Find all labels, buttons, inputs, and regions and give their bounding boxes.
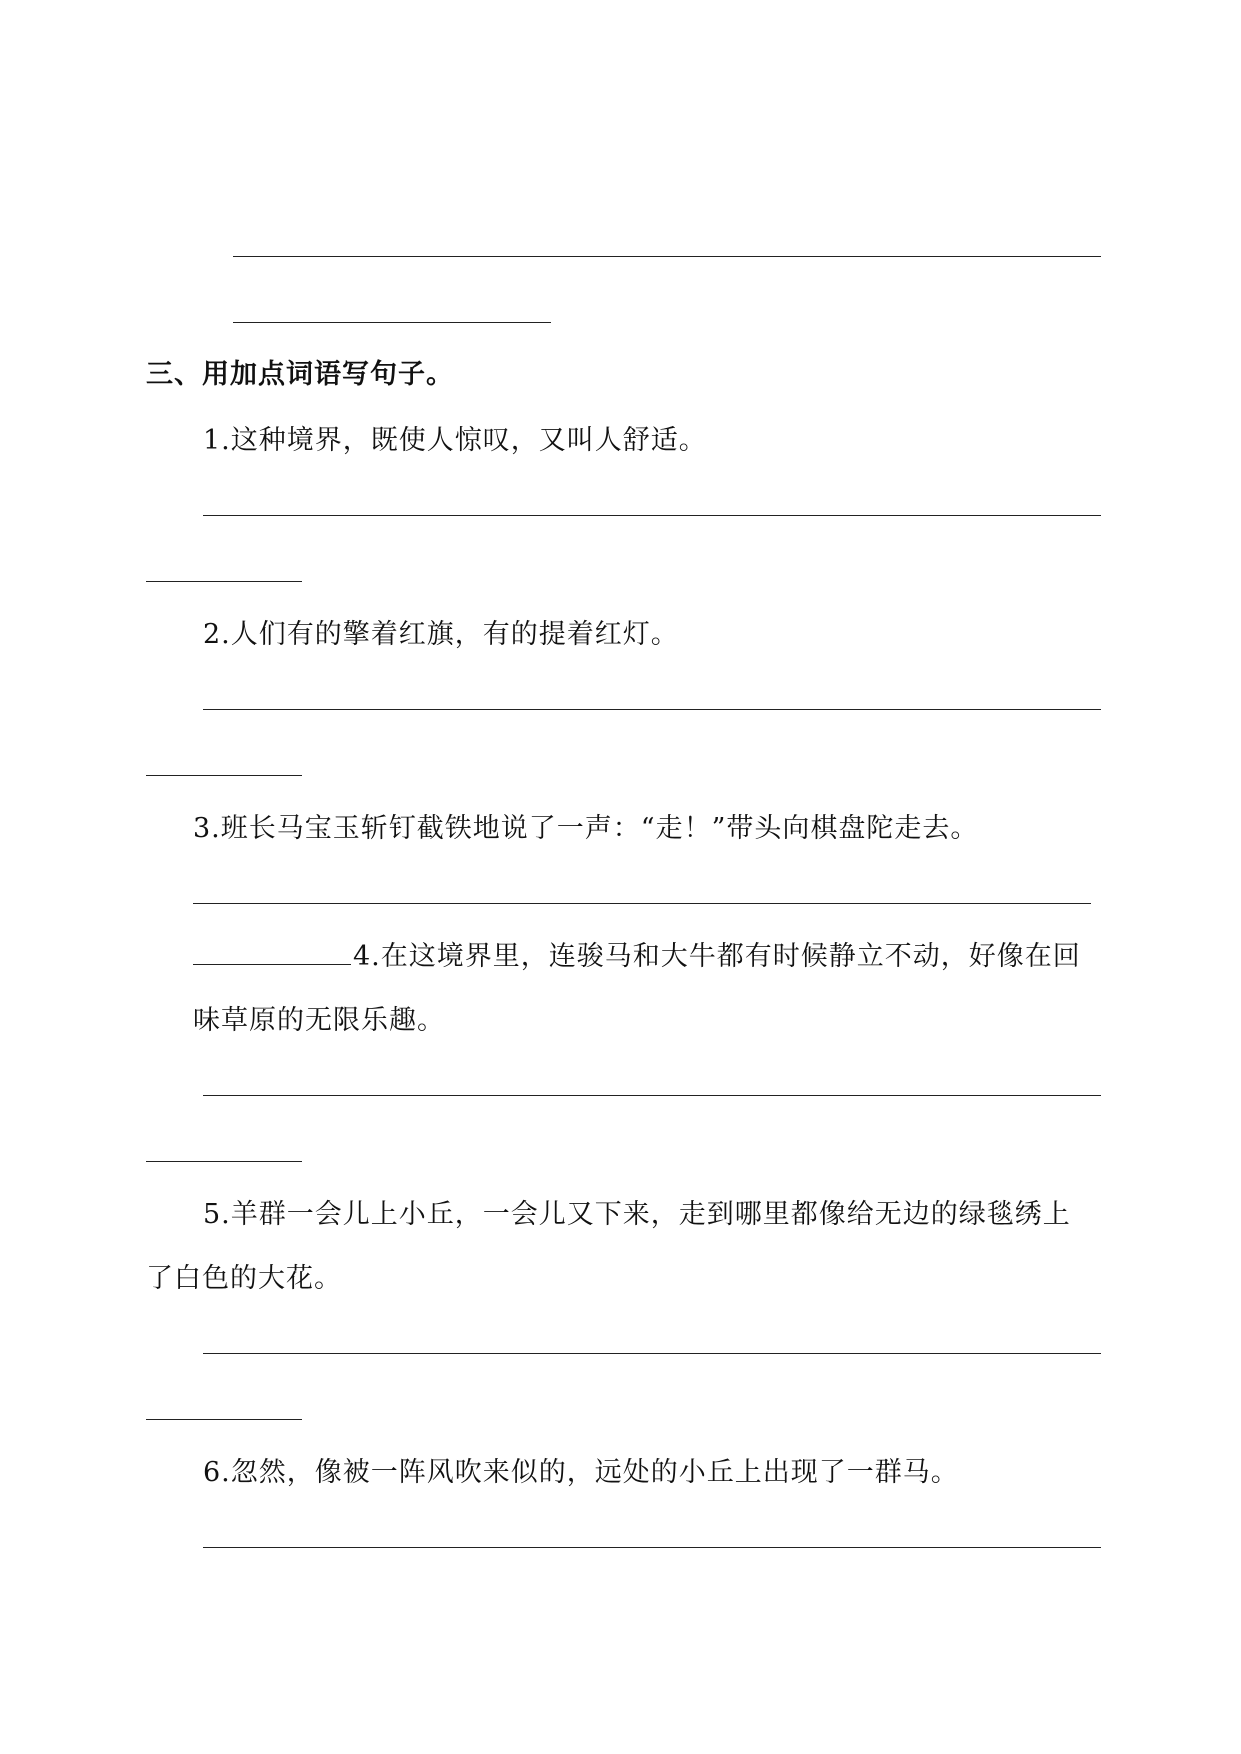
question-text: 这种境界，既使人惊叹，又叫人舒适。 [230, 425, 707, 456]
question-text: 了白色的大花。 [146, 1263, 342, 1294]
question-5-continued [146, 1262, 342, 1296]
question-text: 忽然，像被一阵风吹来似的，远处的小丘上出现了一群马。 [230, 1457, 959, 1488]
answer-line[interactable] [203, 1353, 1101, 1354]
question-1 [203, 424, 707, 458]
answer-line[interactable] [146, 1161, 302, 1162]
question-5 [203, 1198, 1071, 1232]
question-3 [193, 812, 978, 846]
question-number: 5. [203, 1199, 231, 1230]
answer-line[interactable] [203, 1547, 1101, 1548]
question-text: 班长马宝玉斩钉截铁地说了一声：“走！”带头向棋盘陀走去。 [220, 813, 979, 844]
question-number: 2. [203, 619, 231, 650]
answer-line[interactable] [233, 322, 551, 323]
question-text: 人们有的擎着红旗，有的提着红灯。 [230, 619, 679, 650]
answer-line[interactable] [146, 581, 302, 582]
question-text: 在这境界里，连骏马和大牛都有时候静立不动，好像在回 [380, 941, 1081, 972]
answer-line[interactable] [193, 903, 1091, 904]
answer-blank[interactable] [193, 940, 351, 965]
question-2 [203, 618, 679, 652]
answer-line[interactable] [233, 256, 1101, 257]
question-number: 4. [353, 941, 381, 972]
answer-line[interactable] [146, 775, 302, 776]
answer-line[interactable] [203, 515, 1101, 516]
answer-line[interactable] [203, 709, 1101, 710]
question-number: 1. [203, 425, 231, 456]
question-6 [203, 1456, 959, 1490]
question-text: 羊群一会儿上小丘，一会儿又下来，走到哪里都像给无边的绿毯绣上 [230, 1199, 1071, 1230]
answer-line[interactable] [146, 1419, 302, 1420]
question-4-continued [193, 1004, 445, 1038]
answer-line[interactable] [203, 1095, 1101, 1096]
section-heading: 三、用加点词语写句子。 [146, 359, 454, 390]
question-text: 味草原的无限乐趣。 [193, 1005, 445, 1036]
question-number: 3. [193, 813, 221, 844]
question-number: 6. [203, 1457, 231, 1488]
question-4 [193, 940, 1081, 974]
